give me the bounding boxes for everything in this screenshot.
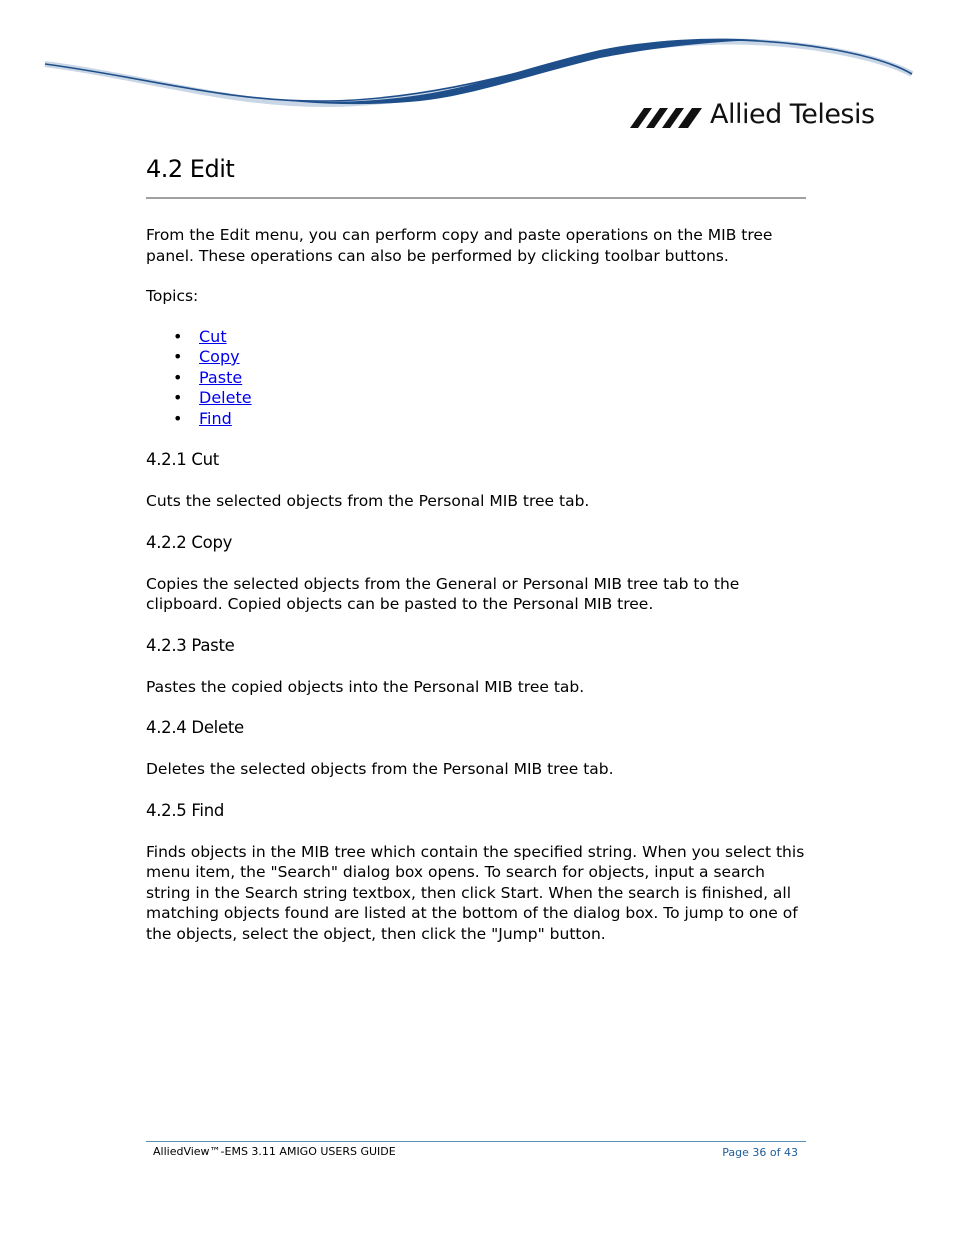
allied-telesis-logo-mark <box>630 98 710 134</box>
section-body: Deletes the selected objects from the Personal MIB tree tab. <box>146 760 614 778</box>
footer-doc-title: AlliedView™-EMS 3.11 AMIGO USERS GUIDE <box>153 1145 396 1158</box>
topic-item-copy <box>146 347 806 368</box>
section-body: Cuts the selected objects from the Personal MIB tree tab. <box>146 492 590 510</box>
bullet: • <box>173 388 183 407</box>
section-find <box>146 800 806 945</box>
section-body: Copies the selected objects from the General or Personal MIB tree tab to the clipboard. Copied objects can be pasted to the Personal MIB tree. <box>146 574 740 613</box>
topic-link-delete[interactable]: Delete <box>199 388 252 407</box>
header-swoosh <box>0 0 954 115</box>
brand-name: Allied Telesis <box>710 99 875 130</box>
topic-link-copy[interactable]: Copy <box>199 347 240 366</box>
topic-item-paste <box>146 368 806 389</box>
topic-item-cut <box>146 327 806 348</box>
topics-list <box>146 327 806 430</box>
bullet: • <box>173 408 183 428</box>
section-heading: 4.2.5 Find <box>146 800 225 820</box>
section-heading: 4.2.3 Paste <box>146 635 235 655</box>
section-heading: 4.2.4 Delete <box>146 718 244 737</box>
section-cut <box>146 449 806 512</box>
section-body: Pastes the copied objects into the Personal MIB tree tab. <box>146 677 585 696</box>
topic-item-find <box>146 409 806 430</box>
section-heading: 4.2.1 Cut <box>146 450 219 469</box>
section-body: Finds objects in the MIB tree which contain the specified string. When you select this menu item, the "Search" dialog box opens. To search for objects, input a search string in the Search string textbox, then click Start. When the search is finished, all matching objects found are listed at the bottom of the dialog box. To jump to one of the objects, select the object, then click the "Jump" button. <box>146 842 805 943</box>
bullet: • <box>173 347 183 366</box>
topics-label: Topics: <box>146 287 199 305</box>
bullet: • <box>173 367 183 387</box>
topic-link-paste[interactable]: Paste <box>199 367 243 387</box>
page-title: 4.2 Edit <box>146 155 806 199</box>
section-delete <box>146 717 806 780</box>
footer-divider <box>146 1141 806 1142</box>
footer-page-number: Page 36 of 43 <box>722 1146 798 1159</box>
topic-link-cut[interactable]: Cut <box>199 326 227 346</box>
topic-link-find[interactable]: Find <box>199 408 232 428</box>
page-content <box>146 155 806 944</box>
section-copy <box>146 532 806 615</box>
bullet: • <box>173 326 183 346</box>
topic-item-delete <box>146 388 806 409</box>
intro-paragraph: From the Edit menu, you can perform copy and paste operations on the MIB tree panel. These operations can also be performed by clicking toolbar buttons. <box>146 226 773 265</box>
section-heading: 4.2.2 Copy <box>146 532 233 552</box>
section-paste <box>146 635 806 698</box>
